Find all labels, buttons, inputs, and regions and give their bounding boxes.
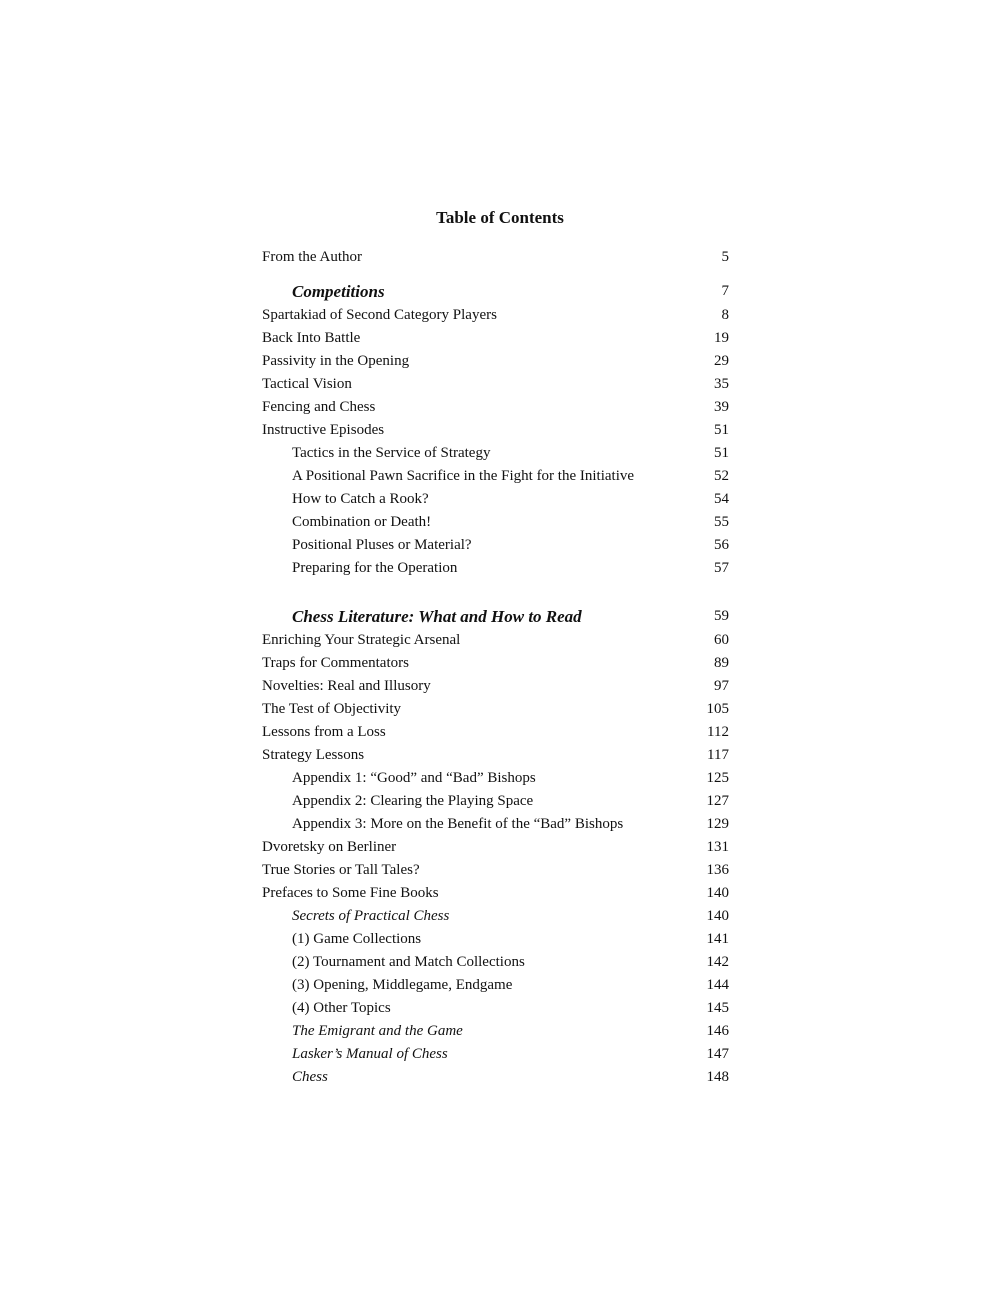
toc-entry	[262, 744, 729, 767]
toc-entry	[262, 373, 729, 396]
toc-page-number: 112	[707, 724, 729, 740]
toc-entry-title: Lasker’s Manual of Chess	[292, 1046, 448, 1062]
toc-page-number: 51	[714, 422, 729, 438]
toc-page-number: 148	[706, 1069, 729, 1085]
toc-entry-title: Novelties: Real and Illusory	[262, 678, 431, 694]
toc-entry	[262, 396, 729, 419]
toc-entry-title: (3) Opening, Middlegame, Endgame	[292, 977, 513, 993]
toc-page-number: 59	[714, 608, 729, 624]
toc-page-number: 141	[706, 931, 729, 947]
toc-page-number: 125	[706, 770, 729, 786]
toc-entry-title: Positional Pluses or Material?	[292, 537, 472, 553]
toc-entry-title: Traps for Commentators	[262, 655, 409, 671]
toc-entry	[262, 629, 729, 652]
toc-page-number: 55	[714, 514, 729, 530]
toc-page-number: 140	[706, 885, 729, 901]
toc-entry-title: How to Catch a Rook?	[292, 491, 429, 507]
toc-entry-title: Enriching Your Strategic Arsenal	[262, 632, 461, 648]
toc-page-number: 52	[714, 468, 729, 484]
toc-subentry	[262, 905, 729, 928]
toc-subentry	[262, 1066, 729, 1089]
toc-page-number: 144	[706, 977, 729, 993]
toc-entry	[262, 859, 729, 882]
toc-page-number: 89	[714, 655, 729, 671]
toc-page-number: 60	[714, 632, 729, 648]
toc-entry	[262, 882, 729, 905]
toc-subentry	[262, 1043, 729, 1066]
toc-subentry	[262, 767, 729, 790]
toc-page-number: 97	[714, 678, 729, 694]
toc-page-number: 19	[714, 330, 729, 346]
toc-entry-title: Dvoretsky on Berliner	[262, 839, 397, 855]
toc-entry-title: Chess	[292, 1069, 328, 1085]
toc-entry	[262, 721, 729, 744]
toc-page-number: 35	[714, 376, 729, 392]
toc-list	[262, 246, 729, 1089]
toc-subentry	[262, 557, 729, 580]
toc-entry-title: The Test of Objectivity	[262, 701, 402, 717]
page-title: Table of Contents	[436, 208, 564, 227]
toc-entry	[262, 327, 729, 350]
toc-page-number: 5	[721, 249, 729, 265]
toc-page-number: 39	[714, 399, 729, 415]
toc-entry	[262, 304, 729, 327]
toc-page-number: 136	[706, 862, 729, 878]
toc-spacer	[262, 580, 729, 604]
toc-subentry	[262, 534, 729, 557]
toc-entry-title: Prefaces to Some Fine Books	[262, 885, 439, 901]
toc-page-number: 57	[714, 560, 729, 576]
toc-entry	[262, 652, 729, 675]
toc-subentry	[262, 928, 729, 951]
toc-entry-title: Appendix 2: Clearing the Playing Space	[292, 793, 534, 809]
toc-page-number: 56	[714, 537, 729, 553]
toc-page-number: 51	[714, 445, 729, 461]
toc-entry-title: (4) Other Topics	[292, 1000, 391, 1016]
toc-section-heading	[262, 604, 729, 629]
toc-page-number: 140	[706, 908, 729, 924]
toc-subentry	[262, 790, 729, 813]
toc-entry-title: Tactics in the Service of Strategy	[292, 445, 491, 461]
toc-entry-title: Strategy Lessons	[262, 747, 365, 763]
toc-entry	[262, 350, 729, 373]
toc-subentry	[262, 951, 729, 974]
toc-subentry	[262, 465, 729, 488]
toc-page-number: 117	[707, 747, 729, 763]
toc-page-number: 54	[714, 491, 729, 507]
toc-entry-title: Spartakiad of Second Category Players	[262, 307, 497, 323]
toc-entry	[262, 246, 729, 269]
toc-entry-title: Secrets of Practical Chess	[292, 908, 450, 924]
toc-subentry	[262, 813, 729, 836]
toc-entry-title: Combination or Death!	[292, 514, 432, 530]
toc-entry-title: Passivity in the Opening	[262, 353, 410, 369]
toc-entry-title: Fencing and Chess	[262, 399, 376, 415]
toc-page-number: 105	[706, 701, 729, 717]
toc-entry	[262, 675, 729, 698]
toc-entry-title: Appendix 1: “Good” and “Bad” Bishops	[292, 770, 536, 786]
toc-page-number: 129	[706, 816, 729, 832]
toc-subentry	[262, 997, 729, 1020]
toc-subentry	[262, 1020, 729, 1043]
toc-entry-title: (2) Tournament and Match Collections	[292, 954, 525, 970]
toc-entry-title: From the Author	[262, 249, 362, 265]
toc-subentry	[262, 974, 729, 997]
toc-page-number: 142	[706, 954, 729, 970]
toc-entry-title: Appendix 3: More on the Benefit of the “Bad” Bishops	[292, 816, 624, 832]
toc-page-number: 131	[706, 839, 729, 855]
toc-entry	[262, 836, 729, 859]
toc-entry-title: A Positional Pawn Sacrifice in the Fight for the Initiative	[292, 468, 635, 484]
toc-entry-title: Instructive Episodes	[262, 422, 385, 438]
toc-entry	[262, 698, 729, 721]
toc-entry-title: Tactical Vision	[262, 376, 352, 392]
toc-page-number: 8	[721, 307, 729, 323]
toc-subentry	[262, 442, 729, 465]
toc-entry-title: Lessons from a Loss	[262, 724, 386, 740]
toc-entry-title: Back Into Battle	[262, 330, 361, 346]
toc-entry-title: (1) Game Collections	[292, 931, 422, 947]
toc-entry-title: Competitions	[292, 282, 385, 301]
toc-entry-title: True Stories or Tall Tales?	[262, 862, 420, 878]
toc-page-number: 29	[714, 353, 729, 369]
toc-page-number: 7	[721, 283, 729, 299]
toc-entry-title: The Emigrant and the Game	[292, 1023, 463, 1039]
toc-entry	[262, 419, 729, 442]
toc-entry-title: Preparing for the Operation	[292, 560, 458, 576]
toc-section-heading	[262, 279, 729, 304]
toc-page-number: 147	[706, 1046, 729, 1062]
toc-page-number: 145	[706, 1000, 729, 1016]
toc-spacer	[262, 269, 729, 279]
toc-subentry	[262, 511, 729, 534]
toc-page-number: 146	[706, 1023, 729, 1039]
toc-subentry	[262, 488, 729, 511]
toc-page-number: 127	[706, 793, 729, 809]
toc-entry-title: Chess Literature: What and How to Read	[292, 607, 582, 626]
